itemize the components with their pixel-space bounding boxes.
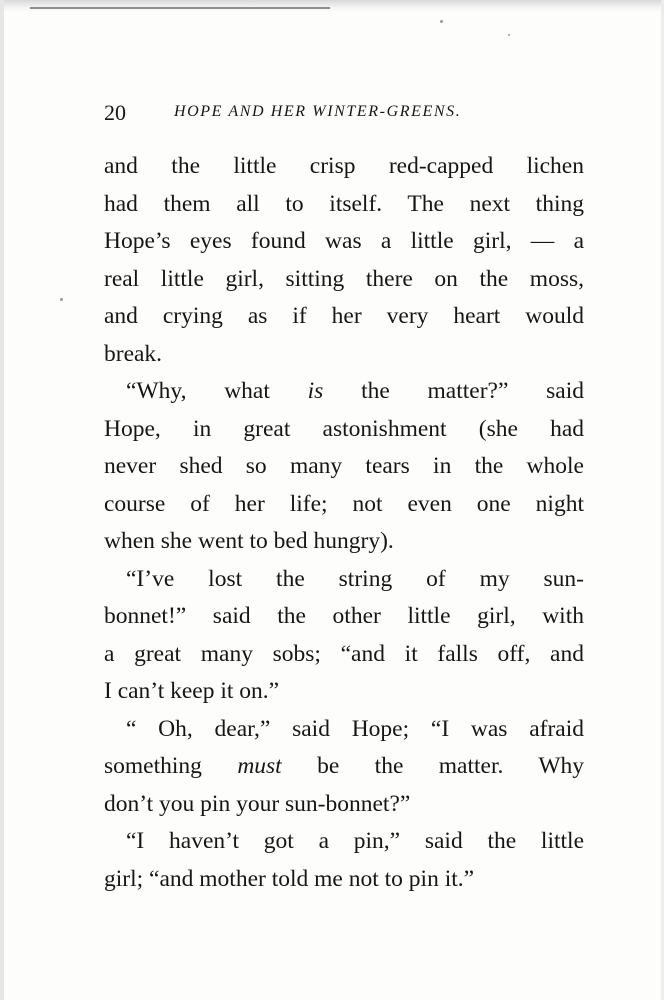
text-run: be the matter. Why bbox=[281, 753, 585, 779]
text-run: the matter?” said bbox=[323, 378, 585, 404]
text-line: I can’t keep it on.” bbox=[104, 678, 280, 704]
text-line: and crying as if her very heart would bbox=[104, 303, 584, 329]
page-left-edge bbox=[0, 0, 4, 1000]
text-run: “Why, what bbox=[126, 378, 308, 404]
paper-speck bbox=[508, 34, 510, 36]
text-line: “I’ve lost the string of my sun- bbox=[126, 565, 584, 592]
paper-speck bbox=[60, 298, 63, 301]
text-run: something bbox=[104, 753, 238, 779]
emphasis-text: must bbox=[237, 753, 282, 779]
text-line: “ Oh, dear,” said Hope; “I was afraid bbox=[126, 715, 584, 742]
text-line: real little girl, sitting there on the moss, bbox=[104, 265, 584, 292]
page-number: 20 bbox=[104, 100, 126, 125]
text-line: don’t you pin your sun-bonnet?” bbox=[104, 790, 411, 817]
running-title: HOPE AND HER WINTER-GREENS. bbox=[174, 103, 462, 120]
text-line: when she went to bed hungry). bbox=[104, 528, 394, 554]
page-body-text bbox=[104, 148, 584, 898]
text-line: break. bbox=[104, 340, 163, 367]
text-line: Hope’s eyes found was a little girl, — a bbox=[104, 228, 584, 254]
text-line: “I haven’t got a pin,” said the little bbox=[126, 828, 584, 854]
text-line: course of her life; not even one night bbox=[104, 490, 584, 517]
page-top-rule bbox=[30, 7, 330, 9]
text-line bbox=[104, 748, 584, 786]
text-line: a great many sobs; “and it falls off, and bbox=[104, 640, 584, 667]
text-line: never shed so many tears in the whole bbox=[104, 453, 584, 479]
text-line bbox=[104, 373, 584, 411]
text-line: and the little crisp red-capped lichen bbox=[104, 153, 584, 179]
text-line: bonnet!” said the other little girl, with bbox=[104, 603, 584, 629]
text-line: Hope, in great astonishment (she had bbox=[104, 415, 584, 442]
page-header bbox=[104, 100, 584, 130]
emphasis-text: is bbox=[307, 378, 324, 404]
paper-speck bbox=[440, 20, 443, 23]
text-line: girl; “and mother told me not to pin it.” bbox=[104, 865, 475, 892]
page-top-edge bbox=[0, 0, 664, 12]
text-line: had them all to itself. The next thing bbox=[104, 190, 584, 217]
